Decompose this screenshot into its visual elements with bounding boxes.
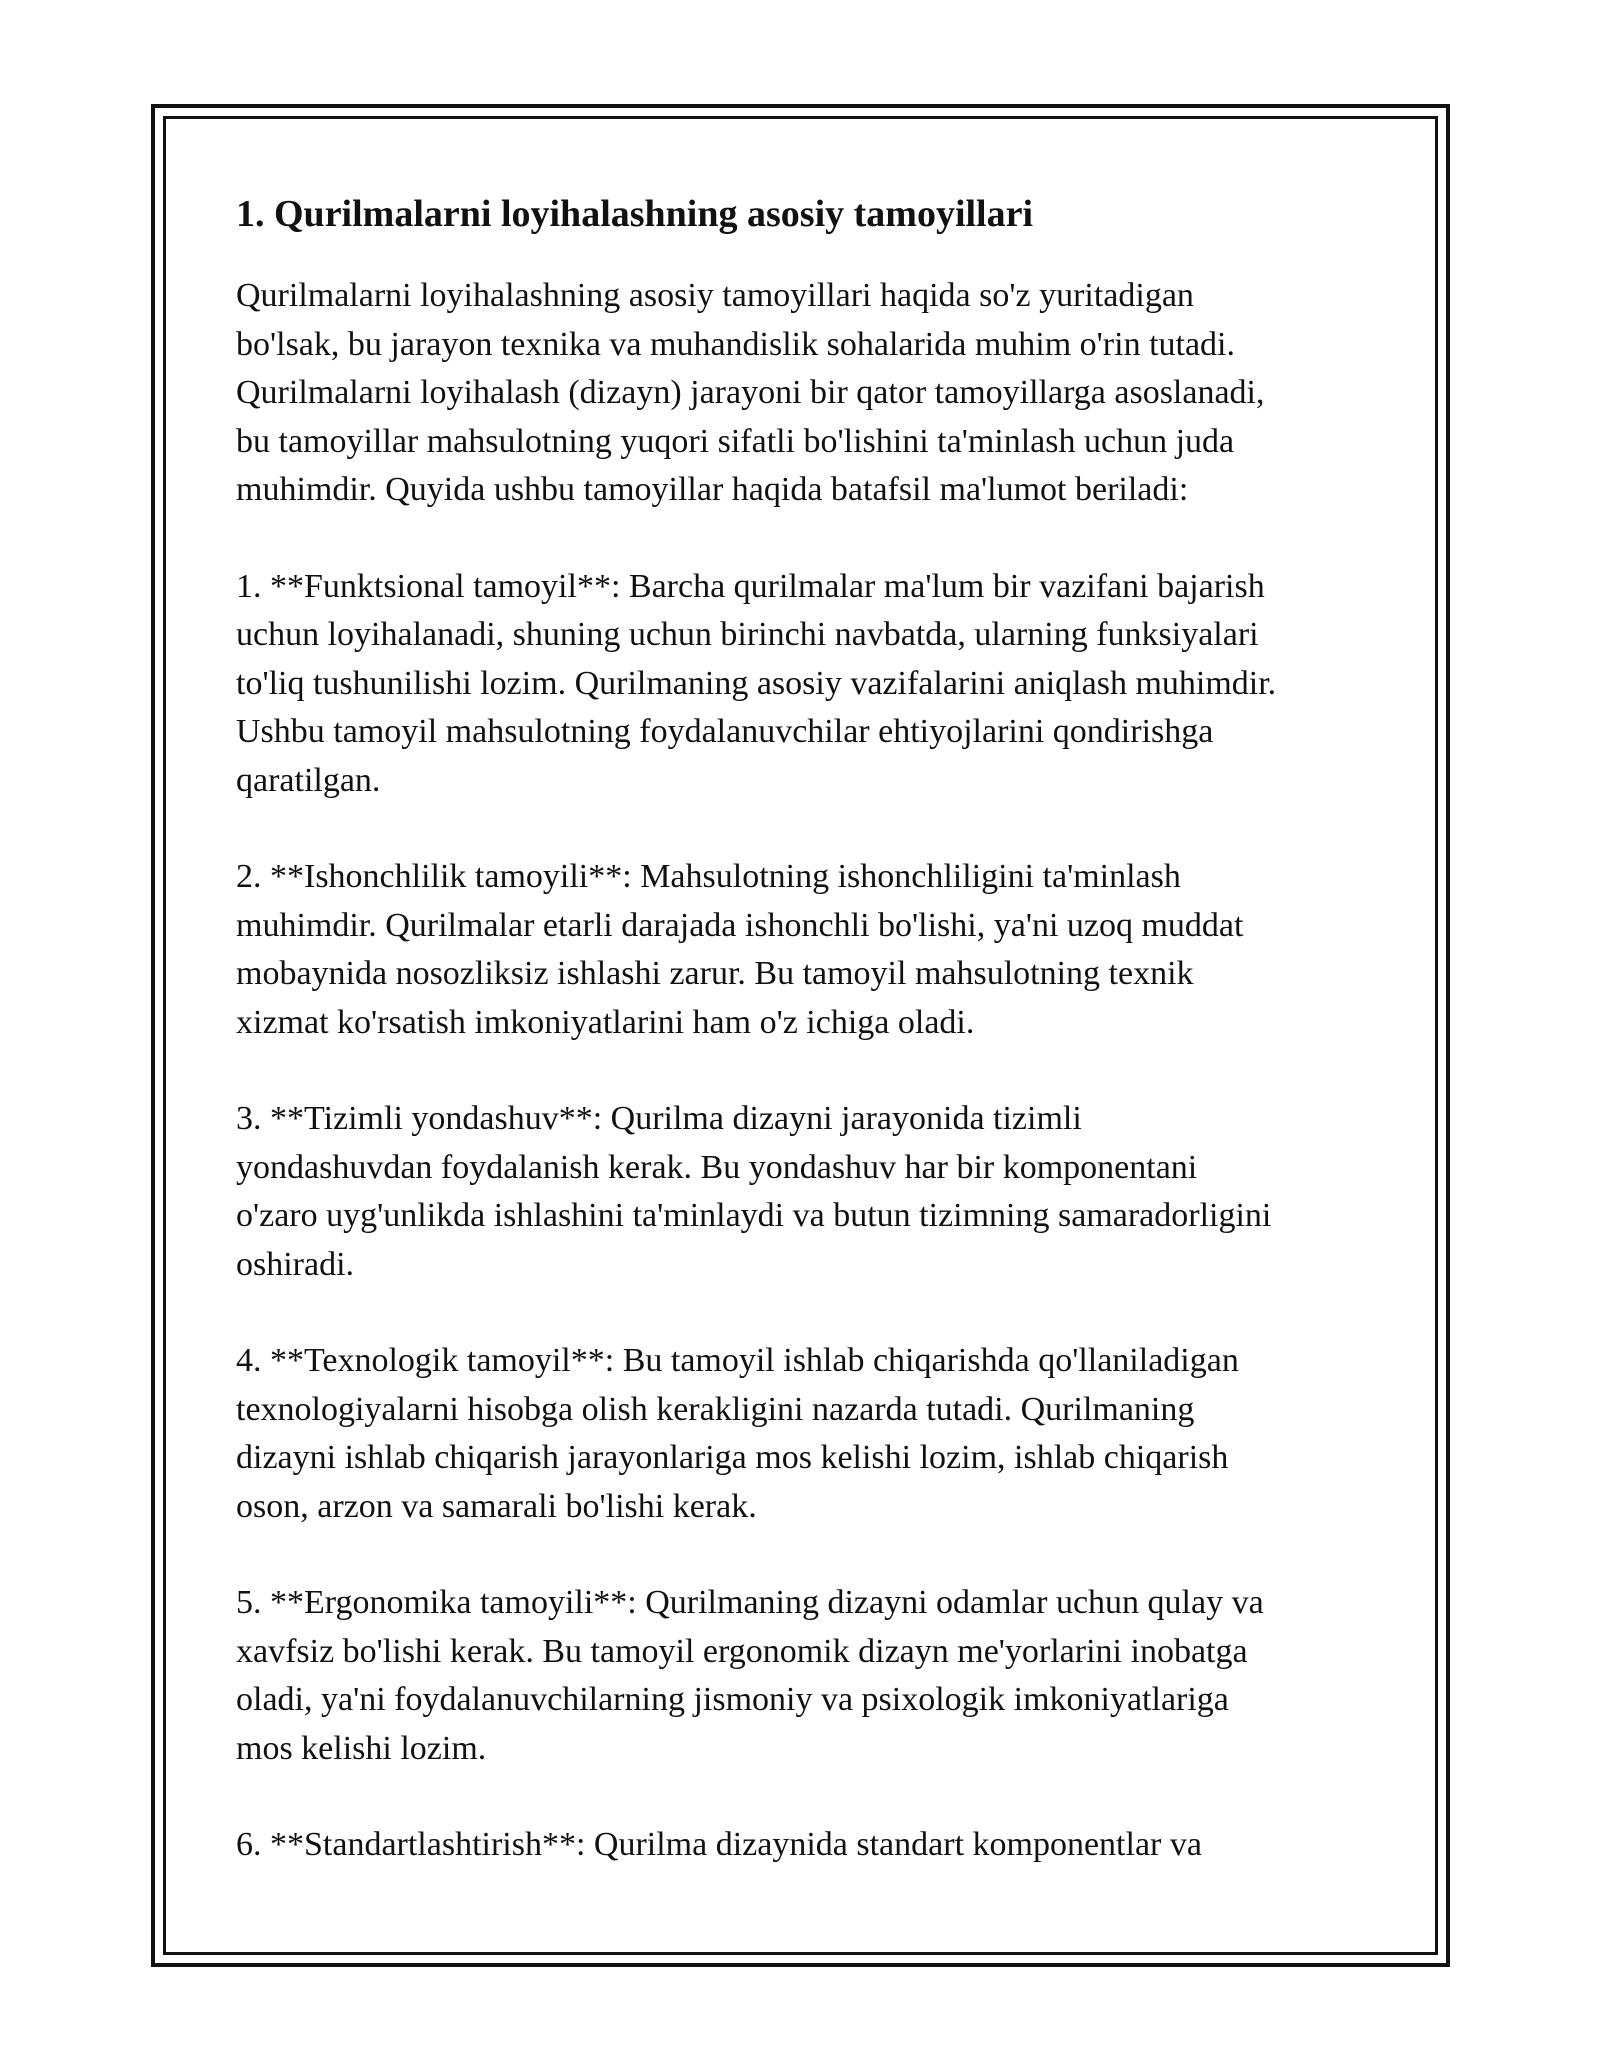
text-line: 3. **Tizimli yondashuv**: Qurilma dizayni jarayonida tizimli — [236, 1100, 1082, 1137]
text-line: xavfsiz bo'lishi kerak. Bu tamoyil ergonomik dizayn me'yorlarini inobatga — [236, 1632, 1248, 1670]
paragraph-item-4 — [236, 1337, 1376, 1531]
text-line: xizmat ko'rsatish imkoniyatlarini ham o'z ichiga oladi. — [236, 1003, 975, 1041]
text-line: oson, arzon va samarali bo'lishi kerak. — [236, 1487, 757, 1525]
text-line: 5. **Ergonomika tamoyili**: Qurilmaning dizayni odamlar uchun qulay va — [236, 1584, 1264, 1621]
text-line: 6. **Standartlashtirish**: Qurilma dizaynida standart komponentlar va — [236, 1826, 1202, 1863]
text-line: dizayni ishlab chiqarish jarayonlariga mos kelishi lozim, ishlab chiqarish — [236, 1439, 1229, 1476]
text-line: qaratilgan. — [236, 761, 381, 799]
text-line: Ushbu tamoyil mahsulotning foydalanuvchilar ehtiyojlarini qondirishga — [236, 713, 1214, 750]
paragraph-item-1 — [236, 563, 1376, 806]
section-heading: 1. Qurilmalarni loyihalashning asosiy tamoyillari — [236, 193, 1034, 235]
paragraph-item-3 — [236, 1095, 1376, 1289]
paragraph-item-2 — [236, 853, 1376, 1047]
text-line: oshiradi. — [236, 1245, 355, 1283]
text-line: muhimdir. Quyida ushbu tamoyillar haqida batafsil ma'lumot beriladi: — [236, 471, 1189, 508]
text-line: Qurilmalarni loyihalash (dizayn) jarayoni bir qator tamoyillarga asoslanadi, — [236, 374, 1265, 411]
text-line: bo'lsak, bu jarayon texnika va muhandislik sohalarida muhim o'rin tutadi. — [236, 325, 1235, 363]
text-line: texnologiyalarni hisobga olish kerakligini nazarda tutadi. Qurilmaning — [236, 1390, 1195, 1428]
text-line: 4. **Texnologik tamoyil**: Bu tamoyil ishlab chiqarishda qo'llaniladigan — [236, 1342, 1239, 1379]
text-line: yondashuvdan foydalanish kerak. Bu yondashuv har bir komponentani — [236, 1148, 1198, 1186]
text-line: muhimdir. Qurilmalar etarli darajada ishonchli bo'lishi, ya'ni uzoq muddat — [236, 906, 1244, 944]
text-line: mobaynida nosozliksiz ishlashi zarur. Bu tamoyil mahsulotning texnik — [236, 955, 1194, 992]
text-line: Qurilmalarni loyihalashning asosiy tamoyillari haqida so'z yuritadigan — [236, 277, 1194, 314]
text-line: bu tamoyillar mahsulotning yuqori sifatli bo'lishini ta'minlash uchun juda — [236, 422, 1235, 460]
text-line: 2. **Ishonchlilik tamoyili**: Mahsulotning ishonchliligini ta'minlash — [236, 858, 1181, 895]
text-line: to'liq tushunilishi lozim. Qurilmaning asosiy vazifalarini aniqlash muhimdir. — [236, 664, 1277, 702]
paragraph-intro — [236, 272, 1376, 515]
paragraph-item-5 — [236, 1579, 1376, 1773]
text-line: uchun loyihalanadi, shuning uchun birinchi navbatda, ularning funksiyalari — [236, 616, 1259, 653]
paragraph-item-6 — [236, 1821, 1376, 1870]
text-line: o'zaro uyg'unlikda ishlashini ta'minlaydi va butun tizimning samaradorligini — [236, 1197, 1272, 1234]
text-line: oladi, ya'ni foydalanuvchilarning jismoniy va psixologik imkoniyatlariga — [236, 1681, 1229, 1718]
document-body — [236, 190, 1376, 1918]
text-line: 1. **Funktsional tamoyil**: Barcha qurilmalar ma'lum bir vazifani bajarish — [236, 567, 1265, 605]
text-line: mos kelishi lozim. — [236, 1729, 487, 1767]
